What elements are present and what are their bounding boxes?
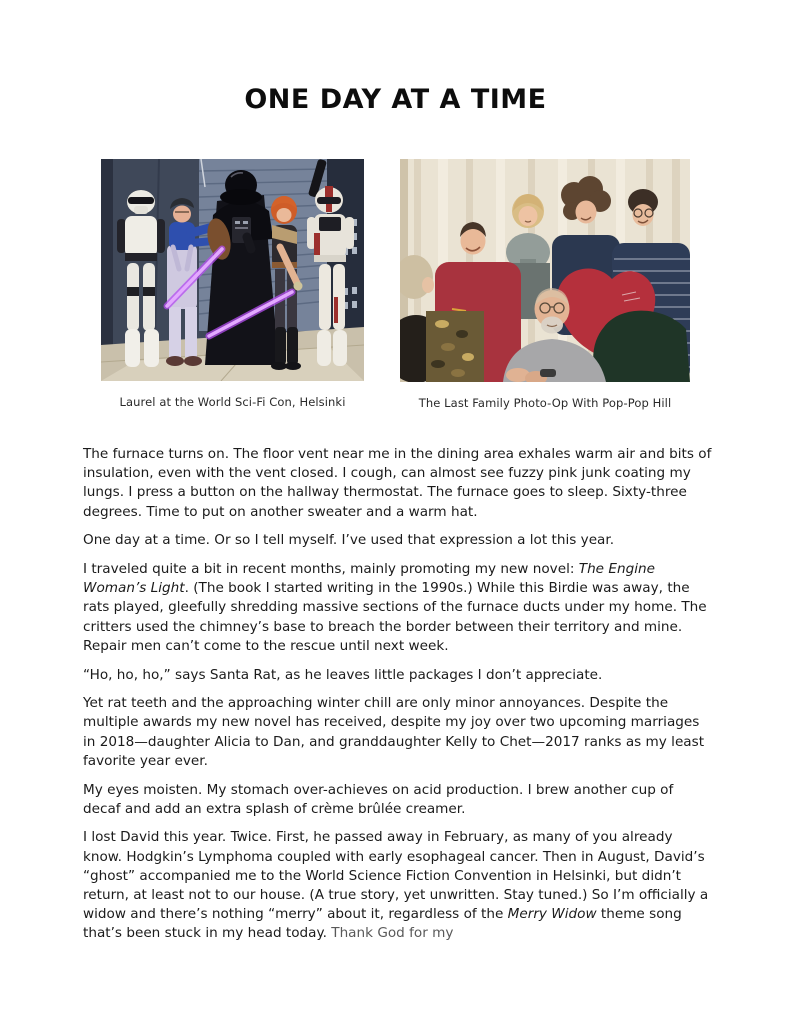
scifi-con-photo [101,159,364,381]
family-photo-frame [400,159,690,382]
paragraph: The furnace turns on. The floor vent near me in the dining area exhales warm air and bits of insulation, even with the vent closed. I cough, can almost see fuzzy pink junk coating my lungs. I press a button on the hallway thermostat. The furnace goes to sleep. Sixty-three degrees. Time to put on another sweater and a warm hat. [83,446,712,520]
paragraph: One day at a time. Or so I tell myself. I’ve used that expression a lot this year. [83,532,615,549]
photo-caption-family: The Last Family Photo-Op With Pop-Pop Hill [418,396,672,410]
photo-scifi-con [101,159,364,409]
body-text [83,445,712,944]
paragraph: My eyes moisten. My stomach over-achieves on acid production. I brew another cup of decaf and add an extra splash of crème brûlée creamer. [83,781,674,817]
paragraph: I lost David this year. Twice. First, he passed away in February, as many of you already know. Hodgkin’s Lymphoma coupled with early esophageal cancer. Then in August, David’s “ghost” accompanied me to the World Science Fiction Convention in Helsinki, but didn’t return, at least not to our house. (A true story, yet unwritten. Stay tuned.) So I’m officially a widow and there’s nothing “merry” about it, regardless of the Merry Widow theme song that’s been stuck in my head today. Thank God for my [83,829,709,942]
paragraph: I traveled quite a bit in recent months, mainly promoting my new novel: The Engine Woman’s Light. (The book I started writing in the 1990s.) While this Birdie was away, the rats played, gleefully shredding massive sections of the furnace ducts under my home. The critters used the chimney’s base to breach the border between their territory and mine. Repair men can’t come to the rescue until next week. [83,561,707,654]
page-title: ONE DAY AT A TIME [244,84,547,115]
paragraph: Yet rat teeth and the approaching winter chill are only minor annoyances. Despite the multiple awards my new novel has received, despite my joy over two upcoming marriages in 2018—daughter Alicia to Dan, and granddaughter Kelly to Chet—2017 ranks as my least favorite year ever. [83,695,705,769]
photo-caption-scifi: Laurel at the World Sci-Fi Con, Helsinki [119,395,346,409]
family-photo [400,159,690,382]
photo-row [0,159,791,410]
paragraph: “Ho, ho, ho,” says Santa Rat, as he leaves little packages I don’t appreciate. [83,666,603,683]
photo-family [400,159,690,410]
scifi-con-photo-frame [101,159,364,381]
